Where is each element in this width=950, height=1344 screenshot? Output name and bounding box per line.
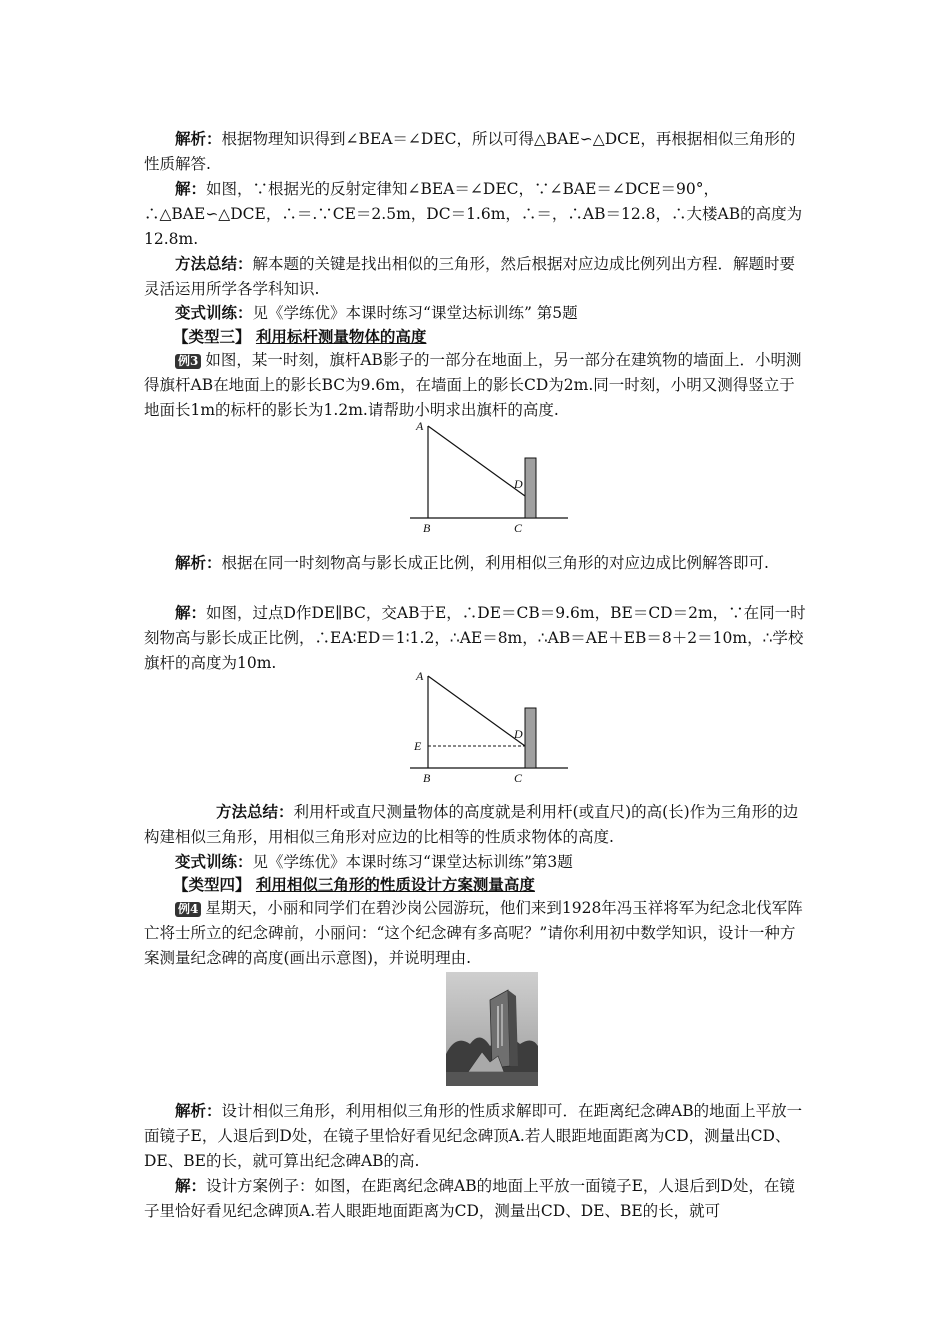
- analysis-text: 设计相似三角形，利用相似三角形的性质求解即可．在距离纪念碑AB的地面上平放一面镜子E，人退后到D处，在镜子里恰好看见纪念碑顶A.若人眼距地面距离为CD，测量出CD、DE、BE的长，就可算出纪念碑AB的高.: [144, 1102, 803, 1170]
- solution-paragraph-2: [144, 176, 808, 252]
- example-4: [144, 896, 808, 971]
- example-4-text: 星期天，小丽和同学们在碧沙岗公园游玩，他们来到1928年冯玉祥将军为纪念北伐军阵亡将士所立的纪念碑前，小丽问：“这个纪念碑有多高呢？”请你利用初中数学知识，设计一种方案测量纪念碑的高度(画出示意图)，并说明理由.: [144, 899, 803, 967]
- method-summary-text: 利用杆或直尺测量物体的高度就是利用杆(或直尺)的高(长)作为三角形的边构建相似三角形，用相似三角形对应边的比相等的性质求物体的高度.: [144, 803, 799, 846]
- label-a: A: [416, 419, 424, 433]
- sun-ray-line: [428, 676, 525, 746]
- method-summary-label: 方法总结：: [175, 254, 253, 273]
- label-b: B: [423, 771, 431, 785]
- example-4-badge: 例4: [175, 902, 201, 917]
- solution-label: 解：: [175, 1176, 207, 1195]
- type4-tag: 【类型四】: [173, 875, 251, 894]
- solution-paragraph-3: [144, 600, 808, 676]
- flagpole-figure-1: [410, 418, 580, 536]
- analysis-label: 解析：: [175, 129, 222, 148]
- type3-title: 利用标杆测量物体的高度: [255, 327, 427, 346]
- sun-ray-line: [428, 426, 525, 496]
- variant-training-label: 变式训练：: [175, 303, 253, 322]
- section-heading-type4: [173, 874, 535, 896]
- label-c: C: [514, 771, 523, 785]
- label-d: D: [514, 727, 523, 741]
- type4-title: 利用相似三角形的性质设计方案测量高度: [255, 875, 535, 894]
- example-3-badge: 例3: [175, 354, 201, 369]
- flagpole-figure-2: [410, 668, 580, 786]
- solution-paragraph-4: [144, 1173, 808, 1224]
- analysis-text: 根据物理知识得到∠BEA＝∠DEC，所以可得△BAE∽△DCE，再根据相似三角形的性质解答.: [144, 130, 796, 173]
- solution-label: 解：: [175, 603, 207, 622]
- analysis-label: 解析：: [175, 1101, 222, 1120]
- analysis-paragraph-3: [144, 550, 808, 576]
- variant-training-3: [144, 849, 808, 875]
- label-d: D: [514, 477, 523, 491]
- analysis-paragraph-4: [144, 1098, 808, 1174]
- analysis-label: 解析：: [175, 553, 222, 572]
- analysis-paragraph-2: [144, 126, 808, 177]
- solution-text: 如图，过点D作DE∥BC，交AB于E，∴DE＝CB＝9.6m，BE＝CD＝2m，∵在同一时刻物高与影长成正比例，∴EA∶ED＝1∶1.2，∴AE＝8m，∴AB＝AE＋EB＝8＋2＝10m，∴学校旗杆的高度为10m.: [144, 604, 806, 672]
- analysis-text: 根据在同一时刻物高与影长成正比例，利用相似三角形的对应边成比例解答即可.: [221, 554, 769, 572]
- method-summary-3: [144, 799, 808, 850]
- type3-tag: 【类型三】: [173, 327, 251, 346]
- label-e: E: [414, 739, 422, 753]
- building-wall: [525, 458, 536, 518]
- variant-training-2: [144, 300, 808, 326]
- monument-photo: [446, 972, 538, 1086]
- variant-training-label: 变式训练：: [175, 852, 253, 871]
- label-a: A: [416, 669, 424, 683]
- section-heading-type3: [173, 326, 426, 348]
- method-summary-2: [144, 251, 808, 302]
- example-3-text: 如图，某一时刻，旗杆AB影子的一部分在地面上，另一部分在建筑物的墙面上．小明测得旗杆AB在地面上的影长BC为9.6m，在墙面上的影长CD为2m.同一时刻，小明又测得竖立于地面长1m的标杆的影长为1.2m.请帮助小明求出旗杆的高度.: [144, 351, 802, 419]
- building-wall: [525, 708, 536, 768]
- method-summary-text: 解本题的关键是找出相似的三角形，然后根据对应边成比例列出方程．解题时要灵活运用所学各学科知识.: [144, 255, 796, 298]
- label-b: B: [423, 521, 431, 535]
- label-c: C: [514, 521, 523, 535]
- variant-training-text: 见《学练优》本课时练习“课堂达标训练” 第5题: [252, 304, 578, 322]
- variant-training-text: 见《学练优》本课时练习“课堂达标训练”第3题: [252, 853, 573, 871]
- solution-text: 设计方案例子：如图，在距离纪念碑AB的地面上平放一面镜子E，人退后到D处，在镜子里恰好看见纪念碑顶A.若人眼距地面距离为CD，测量出CD、DE、BE的长，就可: [144, 1177, 795, 1220]
- solution-label: 解：: [175, 179, 207, 198]
- example-3: [144, 348, 808, 423]
- solution-text: 如图，∵根据光的反射定律知∠BEA＝∠DEC，∵∠BAE＝∠DCE＝90°，∴△BAE∽△DCE，∴＝.∵CE＝2.5m，DC＝1.6m，∴＝，∴AB＝12.8，∴大楼AB的高度为12.8m.: [144, 180, 803, 248]
- method-summary-label: 方法总结：: [216, 802, 294, 821]
